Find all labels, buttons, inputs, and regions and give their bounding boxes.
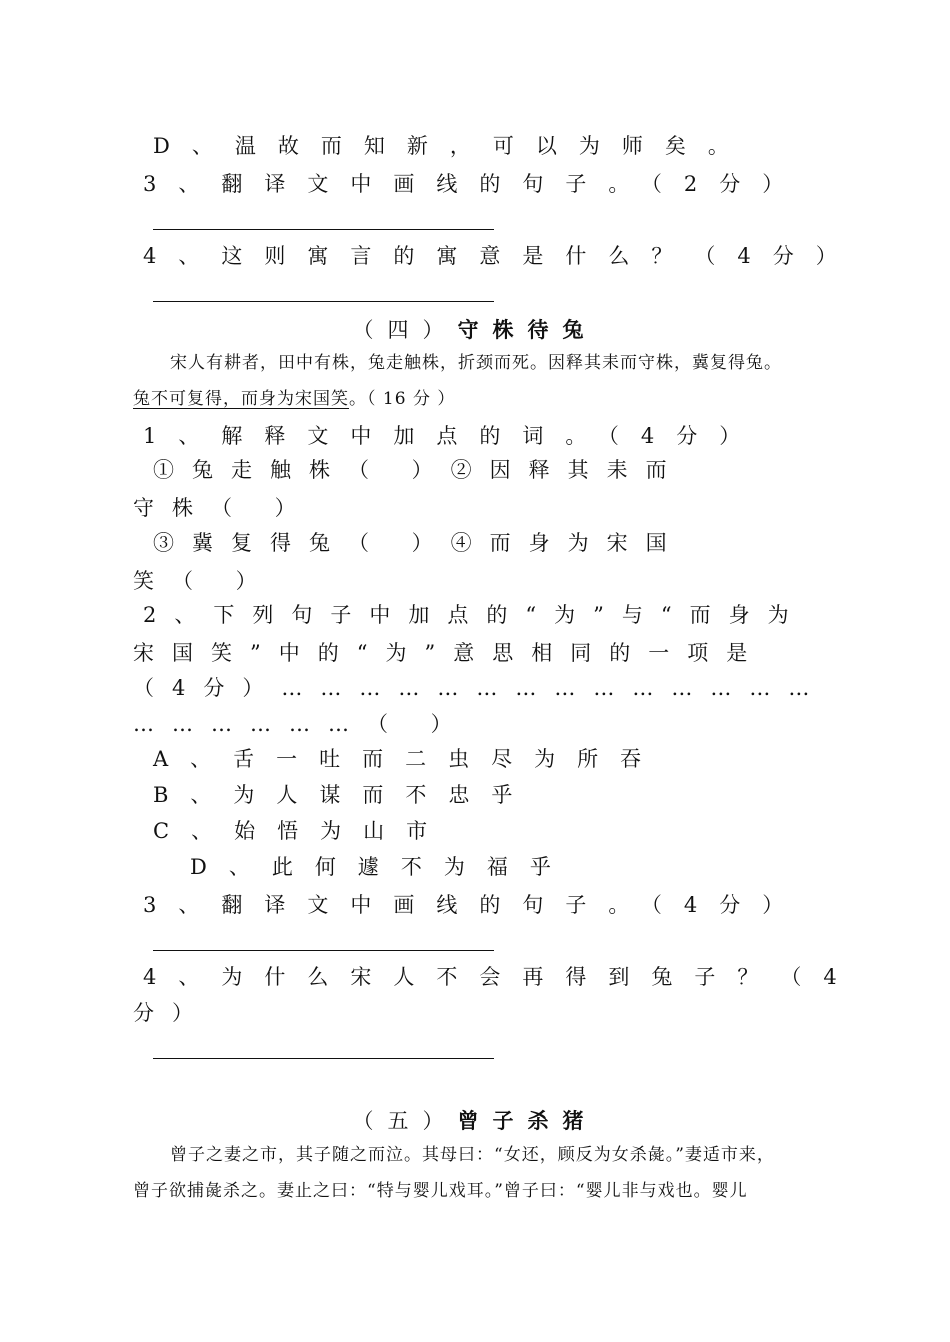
question-3-translate: 3、翻译文中画线的句子。（2分） [143,172,806,196]
section-number: （四） [352,318,458,342]
question-2-line: （4分）…………………………………… [133,676,828,700]
question-3-translate: 3、翻译文中画线的句子。（4分） [143,893,806,917]
section-number: （五） [352,1109,458,1133]
question-2-line: ………………（ ） [133,712,470,736]
question-4-why-cont: 分） [133,1001,211,1025]
option-c: C、始悟为山市 [153,819,450,843]
question-4-why: 4、为什么宋人不会再得到兔子？（4 [143,965,859,989]
section-title-5 [0,1106,950,1136]
answer-line [153,1058,494,1059]
section-heading: 守株待兔 [457,317,598,342]
question-1-row: ①兔走触株（ ）②因释其耒而 [153,458,685,482]
question-2-line: 2、下列句子中加点的“为”与“而身为 [143,603,807,627]
passage-line: 曾子欲捕彘杀之。妻止之曰：“特与婴儿戏耳。”曾子曰：“婴儿非与戏也。婴儿 [133,1181,748,1201]
option-d-wengu: D、温故而知新，可以为师矣。 [153,134,751,158]
section-title-4 [0,315,950,345]
answer-line [153,301,494,302]
option-d: D、此何遽不为福乎 [190,855,573,879]
question-1-row: ③冀复得兔（ ）④而身为宋国 [153,531,685,555]
passage-line [133,384,823,414]
question-2-line: 宋国笑”中的“为”意思相同的一项是 [133,641,766,665]
option-a: A、舌一吐而二虫尽为所吞 [153,747,664,771]
answer-line [153,229,494,230]
passage-score: 。（ 16 分 ） [349,389,456,409]
question-1-explain: 1、解释文中加点的词。（4分） [143,424,763,448]
section-heading: 曾子杀猪 [457,1108,598,1133]
answer-line [153,950,494,951]
question-1-row: 守株（ ） [133,496,314,520]
question-4-moral: 4、这则寓言的寓意是什么？（4分） [143,244,859,268]
option-b: B、为人谋而不忠乎 [153,783,535,807]
question-1-row: 笑（ ） [133,569,275,593]
passage-line: 曾子之妻之市，其子随之而泣。其母曰：“女还，顾反为女杀彘。”妻适市来， [170,1145,775,1165]
passage-line: 宋人有耕者，田中有株，兔走触株，折颈而死。因释其耒而守株，冀复得兔。 [170,353,782,373]
underlined-sentence: 兔不可复得，而身为宋国笑 [133,389,349,409]
